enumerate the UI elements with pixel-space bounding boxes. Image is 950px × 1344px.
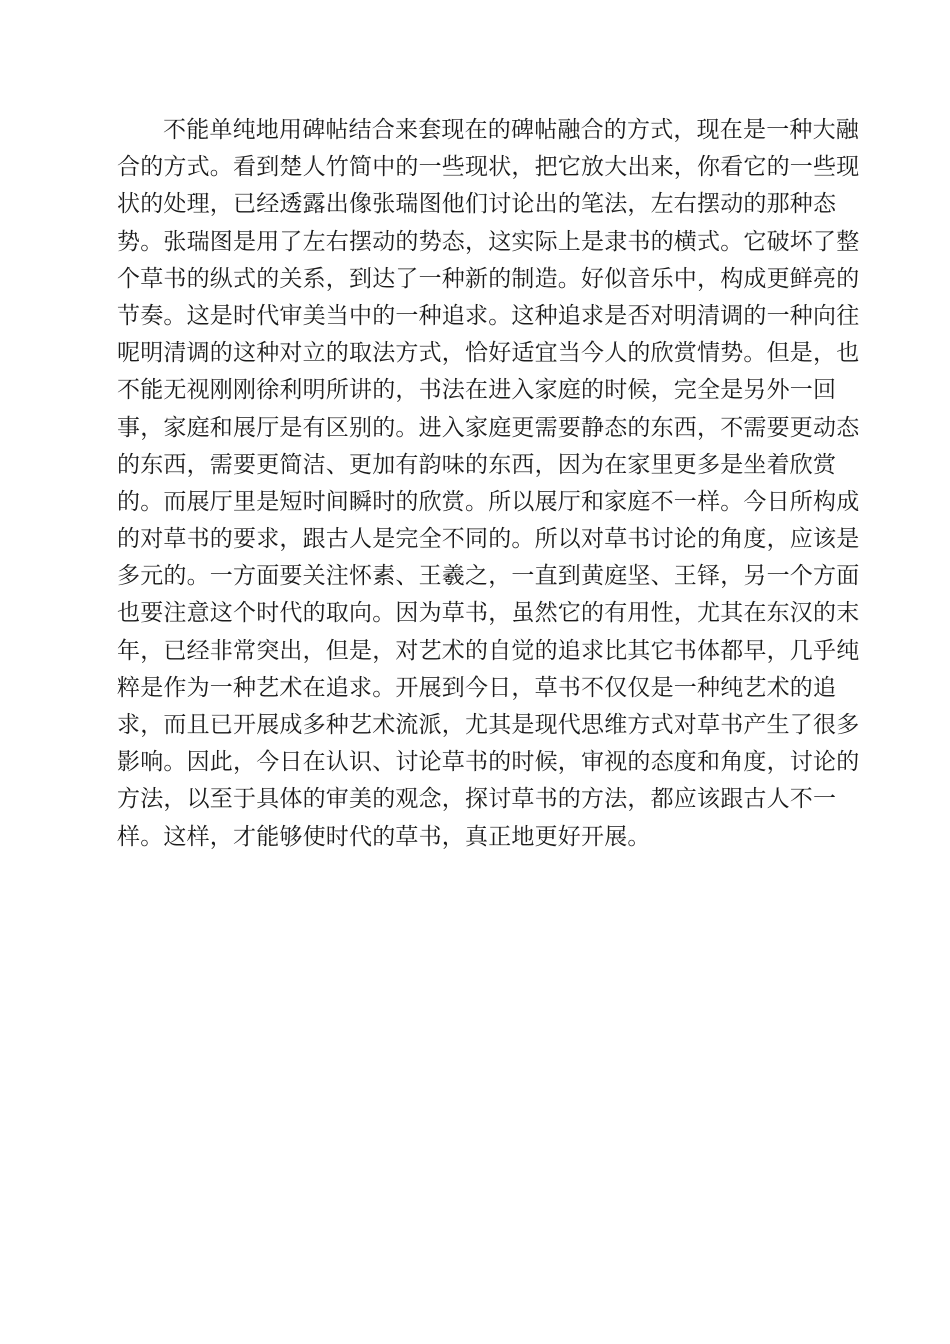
text-line: 的。而展厅里是短时间瞬时的欣赏。所以展厅和家庭不一样。今日所构成 [117,488,860,515]
text-line: 的东西，需要更简洁、更加有韵味的东西，因为在家里更多是坐着欣赏 [117,451,837,478]
body-paragraph [117,112,860,856]
text-line: 影响。因此，今日在认识、讨论草书的时候，审视的态度和角度，讨论的 [117,749,860,776]
text-line: 方法，以至于具体的审美的观念，探讨草书的方法，都应该跟古人不一 [117,786,837,813]
text-line: 多元的。一方面要关注怀素、王羲之，一直到黄庭坚、王铎，另一个方面 [117,563,860,590]
text-line: 年，已经非常突出，但是，对艺术的自觉的追求比其它书体都早，几乎纯 [117,637,860,664]
text-line: 样。这样，才能够使时代的草书，真正地更好开展。 [117,823,651,850]
text-line: 事，家庭和展厅是有区别的。进入家庭更需要静态的东西，不需要更动态 [117,414,860,441]
text-line: 的对草书的要求，跟古人是完全不同的。所以对草书讨论的角度，应该是 [117,526,860,553]
text-line: 也要注意这个时代的取向。因为草书，虽然它的有用性，尤其在东汉的末 [117,600,860,627]
text-line: 呢明清调的这种对立的取法方式，恰好适宜当今人的欣赏情势。但是，也 [117,340,860,367]
text-line: 状的处理，已经透露出像张瑞图他们讨论出的笔法，左右摆动的那种态 [117,191,837,218]
text-line: 节奏。这是时代审美当中的一种追求。这种追求是否对明清调的一种向往 [117,302,860,329]
text-line: 不能无视刚刚徐利明所讲的，书法在进入家庭的时候，完全是另外一回 [117,377,837,404]
text-line: 势。张瑞图是用了左右摆动的势态，这实际上是隶书的横式。它破坏了整 [117,228,860,255]
text-line: 合的方式。看到楚人竹简中的一些现状，把它放大出来，你看它的一些现 [117,154,860,181]
text-line: 求，而且已开展成多种艺术流派，尤其是现代思维方式对草书产生了很多 [117,712,860,738]
text-line: 个草书的纵式的关系，到达了一种新的制造。好似音乐中，构成更鲜亮的 [117,265,860,292]
text-line: 不能单纯地用碑帖结合来套现在的碑帖融合的方式，现在是一种大融 [163,117,859,143]
text-line: 粹是作为一种艺术在追求。开展到今日，草书不仅仅是一种纯艺术的追 [117,674,837,701]
